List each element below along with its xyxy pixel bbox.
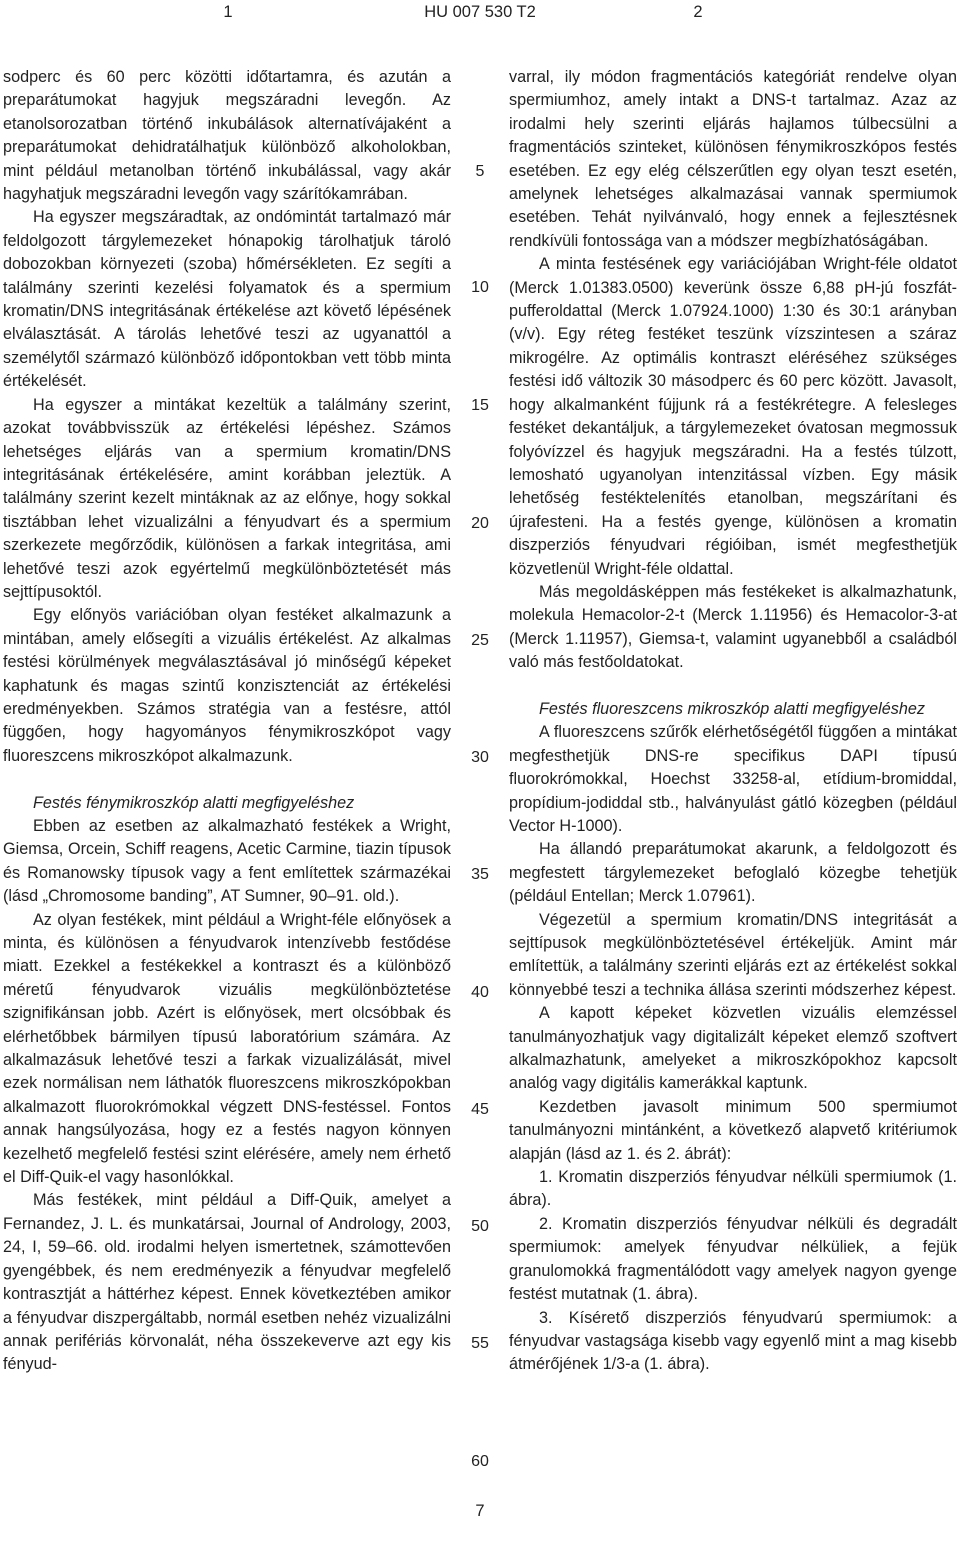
line-number: 25 bbox=[471, 632, 489, 649]
paragraph: Ebben az esetben az alkalmazható festékek a Wright, Giemsa, Orcein, Schiff reagens, Acetic Carmine, tiazin típusok és Romanowsky típusok vagy a fent említettek származékai (lásd „Chromosome banding”, AT Sumner, 90–91. old.). bbox=[3, 816, 451, 906]
line-number: 55 bbox=[471, 1335, 489, 1352]
line-number: 5 bbox=[475, 163, 485, 180]
spacer bbox=[509, 675, 957, 698]
line-number: 60 bbox=[471, 1453, 489, 1470]
paragraph: sodperc és 60 perc közötti időtartamra, és azután a preparátumokat hagyjuk megszáradni levegőn. Az etanolsorozatban történő inkubálások alternatívájaként a preparátumokat dehidratálhatjuk különböző alkoholokban, mint például metanolban történő inkubálással, vagy akár hagyhatjuk megszáradni levegőn vagy szárítókamrában. bbox=[3, 68, 451, 204]
list-item: 1. Kromatin diszperziós fényudvar nélküli spermiumok (1. ábra). bbox=[509, 1168, 957, 1210]
right-text-column bbox=[509, 66, 957, 1377]
paragraph: Ha állandó preparátumokat akarunk, a feldolgozott és megfestett tárgylemezeket befoglaló közegbe tehetjük (például Entellan; Merck 1.07961). bbox=[509, 840, 957, 906]
spacer bbox=[3, 768, 451, 791]
page-number: 7 bbox=[475, 1502, 485, 1520]
paragraph: Ha egyszer a mintákat kezeltük a találmány szerint, azokat továbbvisszük az értékelési lépéshez. Számos lehetséges eljárás van a spermium kromatin/DNS integritásának értékelésére, amint korábban jeleztük. A találmány szerint kezelt mintáknak az az előnye, hogy sokkal tisztábban lehet vizualizálni a fényudvart és a spermium szerkezete megőrződik, különösen a farkak integritása, ami lehetővé teszi azok egyértelmű megkülönböztetését más sejttípusoktól. bbox=[3, 395, 451, 601]
header-left-page-number: 1 bbox=[223, 3, 233, 21]
header-right-page-number: 2 bbox=[693, 3, 703, 21]
patent-number-title: HU 007 530 T2 bbox=[424, 3, 536, 21]
list-item: 3. Kísérető diszperziós fényudvarú spermiumok: a fényudvar vastagsága kisebb vagy egyenlő mint a mag kisebb átmérőjének 1/3-a (1. ábra). bbox=[509, 1308, 957, 1374]
paragraph: Az olyan festékek, mint például a Wright-féle előnyösek a minta, és különösen a fényudvarok intenzívebb festődése miatt. Ezekkel a festékekkel a kontraszt és a különböző méretű fényudvarok vizuális megkülönböztetése szignifikánsan jobb. Azért is előnyösek, mert olcsóbbak és elérhetőbbek bármilyen típusú laboratórium számára. Az alkalmazásuk lehetővé teszi a farkak vizualizálását, mivel ezek normálisan nem láthatók fluoreszcens mikroszkópokban alkalmazott fluorokrómokkal végzett DNS-festéssel. Fontos annak hangsúlyozása, hogy ez a festés nagyon könnyen kezelhető megfelelő festési szint elérésére, amely nem érhető el Diff-Quik-el vagy hasonlókkal. bbox=[3, 910, 451, 1187]
paragraph: Más festékek, mint például a Diff-Quik, amelyet a Fernandez, J. L. és munkatársai, Journal of Andrology, 2003, 24, I, 59–66. old. irodalmi helyen ismertetnek, számottevően gyengébbek, és nem eredményezik a fényudvar megfelelő kontrasztját a háttérhez képest. Ennek következtében amikor a fényudvar diszpergáltabb, normál esetben nehéz vizualizálni annak perifériás körvonalát, néha összekeverve azt egy kis fényud- bbox=[3, 1191, 451, 1374]
line-number: 40 bbox=[471, 984, 489, 1001]
left-text-column bbox=[3, 66, 451, 1377]
line-number: 45 bbox=[471, 1101, 489, 1118]
section-heading: Festés fluoreszcens mikroszkóp alatti megfigyeléshez bbox=[539, 699, 925, 718]
paragraph: Ha egyszer megszáradtak, az ondómintát tartalmazó már feldolgozott tárgylemezeket hónapokig tárolhatjuk tároló dobozokban környezeti (szoba) hőmérsékleten. Ez segíti a találmány szerinti kezelési folyamatok és a spermium kromatin/DNS integritásának értékelése azt követő lépésének elválasztását. A tárolás lehetővé teszi az ugyanattól a személytől származó különböző időpontokban vett több minta értékelését. bbox=[3, 208, 451, 391]
line-number: 20 bbox=[471, 515, 489, 532]
list-item: 2. Kromatin diszperziós fényudvar nélküli és degradált spermiumok: amelyek fényudvar nélküliek, a fejük granulomokká fragmentálódott vagy amelyek nagyon gyenge festést mutatnak (1. ábra). bbox=[509, 1214, 957, 1304]
line-number: 30 bbox=[471, 749, 489, 766]
line-number: 10 bbox=[471, 279, 489, 296]
paragraph: Végezetül a spermium kromatin/DNS integritását a sejttípusok megkülönböztetésével értékeljük. Amint már említettük, a találmány szerinti eljárás ezt az értékelést sokkal könnyebbé teszi a technika állása szerinti módszerhez képest. bbox=[509, 910, 957, 999]
paragraph: A kapott képeket közvetlen vizuális elemzéssel tanulmányozhatjuk vagy digitalizált képeket elemző szoftvert alkalmazhatunk, amelyeket a mikroszkópokhoz kapcsolt analóg vagy digitális kamerákkal kaptunk. bbox=[509, 1004, 957, 1093]
line-number: 50 bbox=[471, 1218, 489, 1235]
section-heading: Festés fénymikroszkóp alatti megfigyeléshez bbox=[33, 793, 355, 812]
paragraph: Más megoldásképpen más festékeket is alkalmazhatunk, molekula Hemacolor-2-t (Merck 1.11956) és Hemacolor-3-at (Merck 1.11957), Giemsa-t, valamint ugyanebből a családból való más festőoldatokat. bbox=[509, 582, 957, 672]
paragraph: A fluoreszcens szűrők elérhetőségétől függően a mintákat megfesthetjük DNS-re specifikus DAPI típusú fluorokrómokkal, Hoechst 33258-al, etídium-bromiddal, propídium-jodiddal stb., halványulást gátló közegben (például Vector H-1000). bbox=[509, 723, 957, 835]
line-number: 15 bbox=[471, 397, 489, 414]
paragraph: Kezdetben javasolt minimum 500 spermiumot tanulmányozni mintánként, a következő alapvető kritériumok alapján (lásd az 1. és 2. ábrát): bbox=[509, 1097, 957, 1163]
paragraph: Egy előnyös variációban olyan festéket alkalmazunk a mintában, amely elősegíti a vizuális értékelést. Az alkalmas festési körülmények megválasztásával jó minőségű képeket kaphatunk és magas szintű konzisztenciát az értékelési eredményekben. Számos stratégia van a festésre, attól függően, hogy hagyományos fénymikroszkópot vagy fluoreszcens mikroszkópot alkalmazunk. bbox=[3, 606, 451, 765]
paragraph: varral, ily módon fragmentációs kategóriát rendelve olyan spermiumhoz, amely intakt a DNS-t tartalmaz. Azaz az irodalmi hely szerinti eljárás hajlamos túlbecsülni a fragmentációs szinteket, különösen fénymikroszkópos festés esetében. Ez egy elég célszerűtlen egy olyan teszt esetén, amelynek lehetséges alkalmazásai vannak spermiumok esetében. Tehát nyilvánvaló, hogy ennek a fejlesztésnek rendkívüli fontossága van a módszer megbízhatóságában. bbox=[509, 68, 957, 250]
paragraph: A minta festésének egy variációjában Wright-féle oldatot (Merck 1.01383.0500) keverünk össze 6,88 pH-jú foszfát-pufferoldattal (Merck 1.07924.1000) 1:30 és 30:1 arányban (v/v). Egy réteg festéket teszünk vízszintesen a száraz mikrogélre. Az optimális kontraszt eléréséhez szükséges festési idő változik 30 másodperc és 60 perc között. Javasolt, hogy alkalmanként fújjunk rá a festékrétegre. A felesleges festéket dekantáljuk, a tárgylemezeket óvatosan megmossuk folyóvízzel és hagyjuk megszáradni. Ha a festés túlzott, lemosható ugyanolyan intenzitással vízben. Egy másik lehetőség festéktelenítés etanolban, megszárítani és újrafesteni. Ha a festés gyenge, különösen a kromatin diszperziós fényudvari régióiban, ismét megfesthetjük közvetlenül Wright-féle oldattal. bbox=[509, 255, 957, 578]
line-number: 35 bbox=[471, 866, 489, 883]
